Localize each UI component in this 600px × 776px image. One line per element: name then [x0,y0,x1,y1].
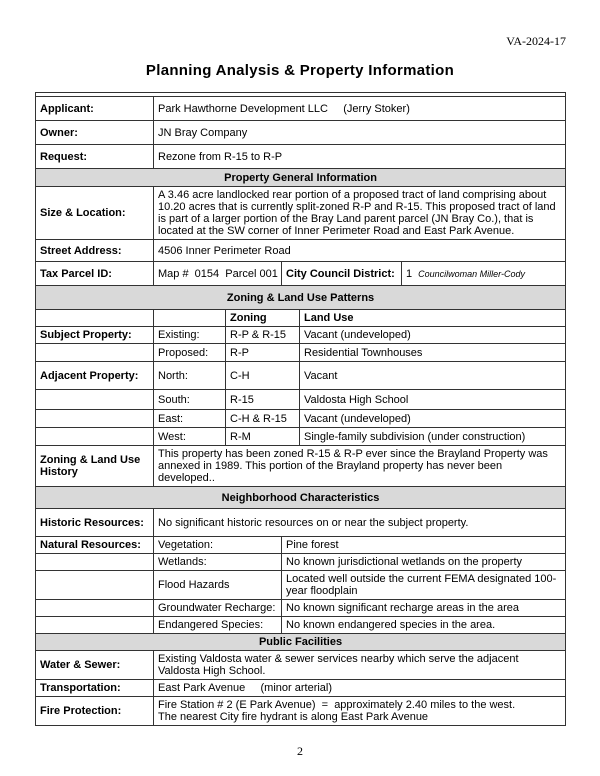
natural-value: Located well outside the current FEMA designated 100-year floodplain [282,571,566,600]
adjacent-direction: North: [154,362,226,390]
tax-parcel-value: Map # 0154 Parcel 001 [154,262,282,286]
natural-value: No known endangered species in the area. [282,617,566,634]
owner-row [36,121,566,145]
adjacent-direction: East: [154,410,226,428]
natural-item: Flood Hazards [154,571,282,600]
natural-item: Endangered Species: [154,617,282,634]
adjacent-direction: West: [154,428,226,446]
council-district-value [402,262,566,286]
council-district-label: City Council District: [282,262,402,286]
tax-parcel-label: Tax Parcel ID: [36,262,154,286]
historic-resources-label: Historic Resources: [36,509,154,537]
historic-resources-row [36,509,566,537]
property-info-table [35,92,566,726]
proposed-label: Proposed: [154,344,226,362]
section-title: Neighborhood Characteristics [36,487,566,509]
zoning-history-row [36,446,566,487]
tax-parcel-row [36,262,566,286]
fire-protection-label: Fire Protection: [36,697,154,726]
adjacent-zoning: C-H & R-15 [226,410,300,428]
natural-item: Wetlands: [154,554,282,571]
document-id: VA-2024-17 [506,34,566,48]
existing-zoning: R-P & R-15 [226,327,300,344]
page-title: Planning Analysis & Property Information [145,62,455,79]
natural-vegetation-row [36,537,566,554]
adjacent-north-row [36,362,566,390]
transportation-row [36,680,566,697]
size-location-row [36,187,566,240]
subject-existing-row [36,327,566,344]
adjacent-direction: South: [154,390,226,410]
land-use-column-header: Land Use [300,310,566,327]
zoning-history-value: This property has been zoned R-15 & R-P ever since the Brayland Property was annexed in 1989. This portion of the Brayland property has never been developed.. [154,446,566,487]
subject-proposed-row [36,344,566,362]
natural-item: Vegetation: [154,537,282,554]
natural-flood-row [36,571,566,600]
owner-label: Owner: [36,121,154,145]
adjacent-land-use: Vacant (undeveloped) [300,410,566,428]
adjacent-land-use: Valdosta High School [300,390,566,410]
request-row [36,145,566,169]
fire-protection-row [36,697,566,726]
request-value: Rezone from R-15 to R-P [154,145,566,169]
adjacent-west-row [36,428,566,446]
natural-value: No known significant recharge areas in the area [282,600,566,617]
section-title: Zoning & Land Use Patterns [36,286,566,310]
street-address-value: 4506 Inner Perimeter Road [154,240,566,262]
adjacent-east-row [36,410,566,428]
zoning-history-label: Zoning & Land Use History [36,446,154,487]
adjacent-south-row [36,390,566,410]
adjacent-zoning: C-H [226,362,300,390]
section-header-public-facilities [36,634,566,651]
zoning-column-headers [36,310,566,327]
request-label: Request: [36,145,154,169]
applicant-value: Park Hawthorne Development LLC (Jerry Stoker) [154,97,566,121]
natural-resources-label: Natural Resources: [36,537,154,554]
existing-label: Existing: [154,327,226,344]
natural-item: Groundwater Recharge: [154,600,282,617]
section-header-zoning [36,286,566,310]
applicant-row [36,97,566,121]
street-address-label: Street Address: [36,240,154,262]
fire-protection-line: The nearest City fire hydrant is along East Park Avenue [158,711,429,723]
water-sewer-value: Existing Valdosta water & sewer services nearby which serve the adjacent Valdosta High School. [154,651,566,680]
water-sewer-row [36,651,566,680]
zoning-column-header: Zoning [226,310,300,327]
water-sewer-label: Water & Sewer: [36,651,154,680]
page-number: 2 [297,744,303,758]
applicant-label: Applicant: [36,97,154,121]
owner-value: JN Bray Company [154,121,566,145]
council-member: Councilwoman Miller-Cody [418,268,525,279]
proposed-land-use: Residential Townhouses [300,344,566,362]
existing-land-use: Vacant (undeveloped) [300,327,566,344]
fire-protection-value [154,697,566,726]
section-header-neighborhood [36,487,566,509]
natural-wetlands-row [36,554,566,571]
adjacent-property-label: Adjacent Property: [36,362,154,390]
fire-protection-line: Fire Station # 2 (E Park Avenue) = approximately 2.40 miles to the west. [158,699,516,711]
section-title: Public Facilities [36,634,566,651]
natural-value: No known jurisdictional wetlands on the property [282,554,566,571]
transportation-value: East Park Avenue (minor arterial) [154,680,566,697]
section-header-property-general [36,169,566,187]
size-location-value: A 3.46 acre landlocked rear portion of a proposed tract of land comprising about 10.20 acres that is currently split-zoned R-P and R-15. This proposed tract of land is part of a larger portion of the Bray Land parent parcel (JN Bray Co.), that is located at the SW corner of Inner Perimeter Road and East Park Avenue. [154,187,566,240]
natural-groundwater-row [36,600,566,617]
transportation-label: Transportation: [36,680,154,697]
historic-resources-value: No significant historic resources on or near the subject property. [154,509,566,537]
proposed-zoning: R-P [226,344,300,362]
adjacent-zoning: R-15 [226,390,300,410]
street-address-row [36,240,566,262]
subject-property-label: Subject Property: [36,327,154,344]
adjacent-land-use: Vacant [300,362,566,390]
section-title: Property General Information [36,169,566,187]
natural-endangered-row [36,617,566,634]
adjacent-land-use: Single-family subdivision (under construction) [300,428,566,446]
size-location-label: Size & Location: [36,187,154,240]
natural-value: Pine forest [282,537,566,554]
council-district-number: 1 [406,267,413,280]
adjacent-zoning: R-M [226,428,300,446]
